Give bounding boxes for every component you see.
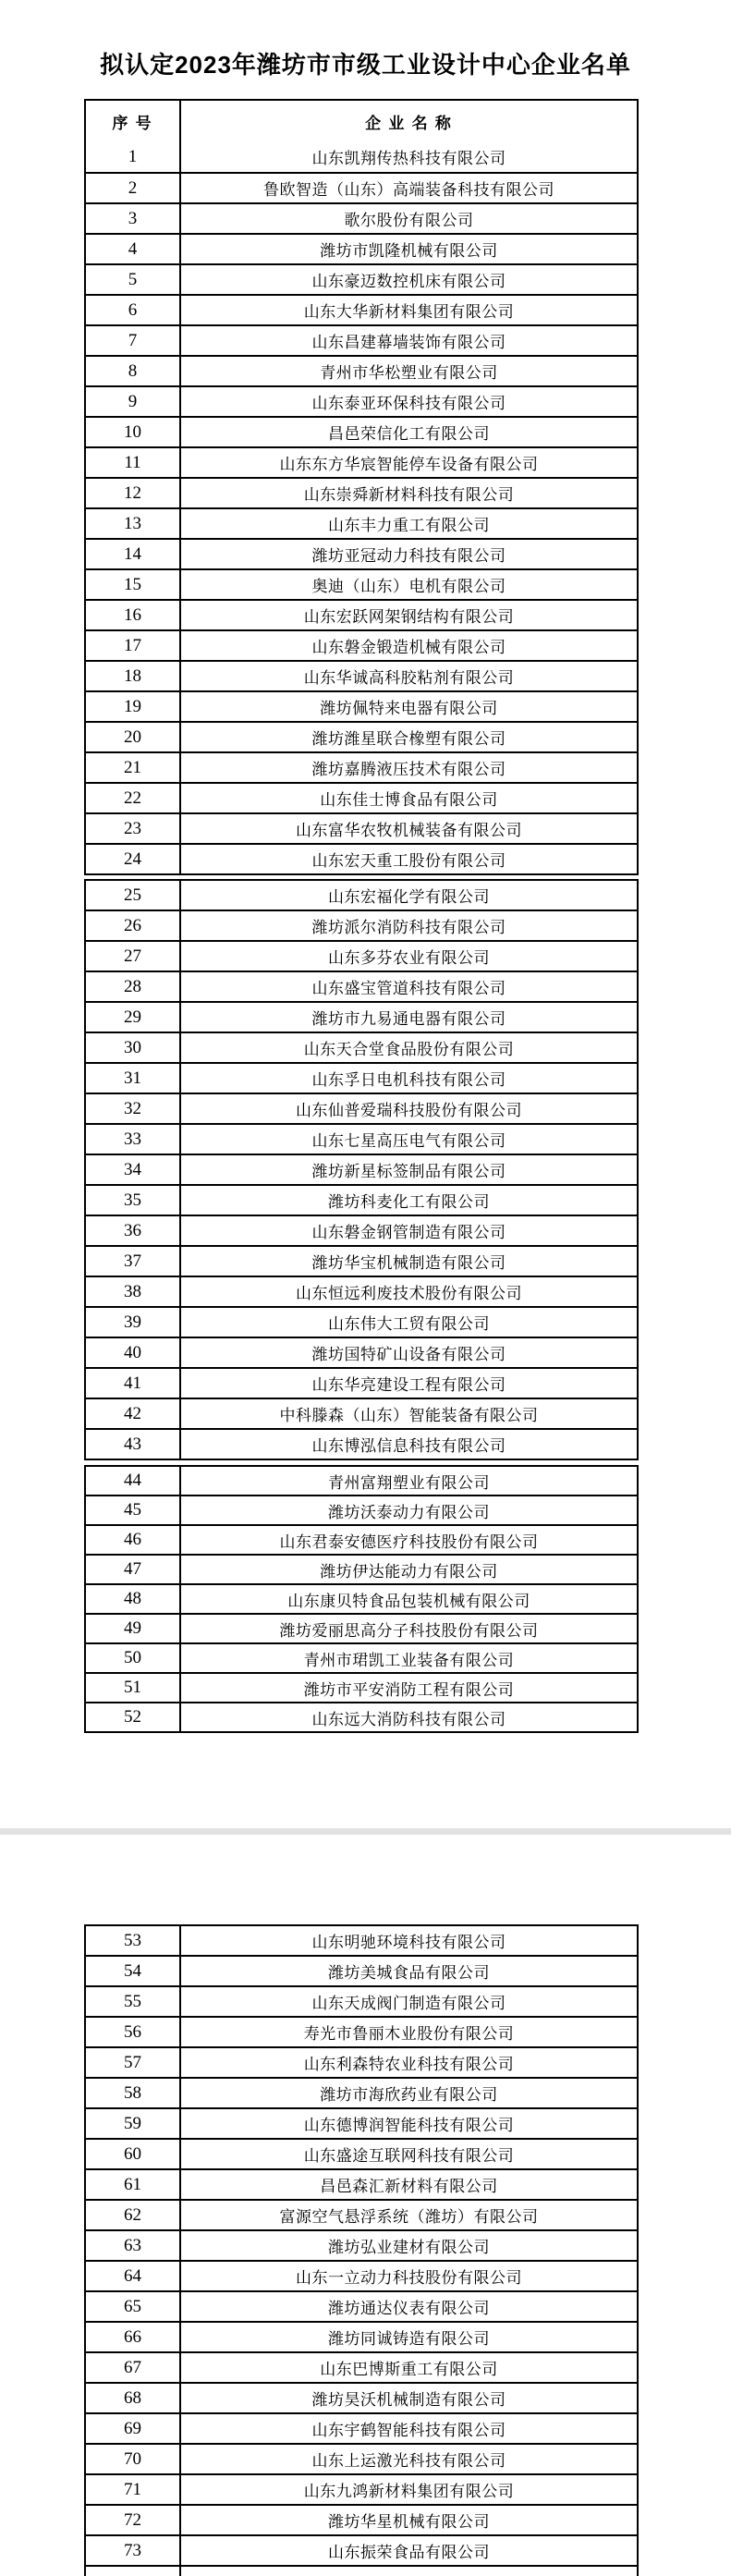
company-name: 潍坊科麦化工有限公司 — [328, 1193, 490, 1211]
table-row — [86, 1337, 637, 1367]
row-index: 23 — [86, 814, 181, 843]
row-index: 47 — [86, 1556, 181, 1583]
company-name: 潍坊同诚铸造有限公司 — [328, 2330, 490, 2348]
row-index: 22 — [86, 784, 181, 812]
row-index: 50 — [86, 1644, 181, 1672]
row-index: 18 — [86, 662, 181, 690]
row-index: 67 — [86, 2353, 181, 2382]
company-name: 富源空气悬浮系统（潍坊）有限公司 — [279, 2208, 539, 2226]
table-row — [86, 2412, 637, 2443]
company-name: 山东华亮建设工程有限公司 — [311, 1376, 506, 1394]
table-row — [86, 1398, 637, 1428]
table-row — [86, 1276, 637, 1306]
table-row — [86, 629, 637, 660]
table-header-row — [86, 101, 637, 141]
table-row — [86, 2351, 637, 2382]
table-body — [86, 881, 637, 1459]
company-name: 山东巴博斯重工有限公司 — [320, 2361, 498, 2378]
row-index: 2 — [86, 174, 181, 202]
company-name: 山东昌建幕墙装饰有限公司 — [311, 334, 506, 351]
table-row — [86, 1955, 637, 1985]
row-index: 38 — [86, 1277, 181, 1306]
row-index: 19 — [86, 692, 181, 721]
table-row — [86, 1926, 637, 1955]
table-row — [86, 690, 637, 721]
row-index: 30 — [86, 1033, 181, 1062]
company-name: 潍坊国特矿山设备有限公司 — [311, 1346, 506, 1363]
company-name: 山东磐金钢管制造有限公司 — [311, 1224, 506, 1241]
table-row — [86, 2443, 637, 2473]
row-index: 68 — [86, 2384, 181, 2412]
table-row — [86, 324, 637, 355]
table-row — [86, 1467, 637, 1495]
company-name: 山东大华新材料集团有限公司 — [303, 303, 515, 321]
row-index: 17 — [86, 631, 181, 660]
table-row — [86, 141, 637, 172]
company-name: 山东振荣食品有限公司 — [328, 2544, 490, 2561]
row-index: 71 — [86, 2475, 181, 2504]
company-name: 山东伟大工贸有限公司 — [328, 1315, 490, 1333]
row-index: 64 — [86, 2262, 181, 2290]
company-name: 潍坊市凯隆机械有限公司 — [320, 242, 498, 260]
company-name: 潍坊亚冠动力科技有限公司 — [311, 547, 506, 565]
company-name: 山东德博润智能科技有限公司 — [303, 2117, 515, 2134]
row-index: 16 — [86, 601, 181, 629]
company-table-segment-3 — [84, 1465, 639, 1733]
company-name: 山东宏跃网架钢结构有限公司 — [303, 608, 515, 626]
row-index: 72 — [86, 2506, 181, 2534]
company-name: 潍坊沃泰动力有限公司 — [328, 1503, 490, 1521]
table-row — [86, 1062, 637, 1093]
table-row — [86, 202, 637, 233]
company-name: 潍坊爱丽思高分子科技股份有限公司 — [279, 1621, 539, 1640]
company-name: 山东孚日电机科技有限公司 — [311, 1071, 506, 1089]
company-name: 潍坊派尔消防科技有限公司 — [311, 919, 506, 936]
table-row — [86, 971, 637, 1001]
table-row — [86, 2229, 637, 2260]
table-row — [86, 2168, 637, 2199]
row-index: 61 — [86, 2170, 181, 2199]
table-row — [86, 1245, 637, 1276]
company-name: 山东利森特农业科技有限公司 — [303, 2056, 515, 2073]
table-row — [86, 910, 637, 940]
row-index: 51 — [86, 1674, 181, 1702]
company-name: 山东明驰环境科技有限公司 — [311, 1934, 506, 1951]
row-index: 52 — [86, 1703, 181, 1731]
table-body — [86, 1926, 637, 2565]
company-name: 山东盛宝管道科技有限公司 — [311, 980, 506, 997]
table-body — [86, 1467, 637, 1731]
table-row — [86, 2260, 637, 2290]
table-row — [86, 1642, 637, 1672]
company-name: 潍坊佩特来电器有限公司 — [320, 700, 498, 717]
table-row — [86, 1001, 637, 1032]
row-index: 7 — [86, 326, 181, 355]
row-index: 26 — [86, 911, 181, 940]
row-index: 21 — [86, 753, 181, 782]
table-row — [86, 1123, 637, 1154]
row-index: 53 — [86, 1926, 181, 1955]
company-name: 昌邑森汇新材料有限公司 — [320, 2178, 498, 2195]
company-name: 潍坊伊达能动力有限公司 — [320, 1562, 498, 1581]
table-row — [86, 1495, 637, 1524]
row-index: 14 — [86, 540, 181, 568]
table-body — [86, 141, 637, 873]
table-row — [86, 446, 637, 477]
page-title: 拟认定2023年潍坊市市级工业设计中心企业名单 — [100, 51, 631, 79]
table-row — [86, 2016, 637, 2046]
company-table-segment-4 — [84, 1924, 639, 2567]
company-name: 潍坊华宝机械制造有限公司 — [311, 1254, 506, 1272]
row-index: 65 — [86, 2292, 181, 2321]
company-name: 山东七星高压电气有限公司 — [311, 1132, 506, 1150]
row-index: 29 — [86, 1003, 181, 1032]
table-row — [86, 843, 637, 873]
row-index: 1 — [86, 141, 181, 172]
table-row — [86, 940, 637, 971]
table-row — [86, 2046, 637, 2077]
table-row — [86, 1154, 637, 1184]
table-row — [86, 751, 637, 782]
row-index: 43 — [86, 1430, 181, 1459]
row-index: 4 — [86, 235, 181, 263]
row-index: 73 — [86, 2536, 181, 2565]
table-row — [86, 507, 637, 538]
table-row — [86, 721, 637, 751]
row-index: 44 — [86, 1467, 181, 1495]
table-row — [86, 1215, 637, 1245]
company-name: 鲁欧智造（山东）高端装备科技有限公司 — [263, 181, 554, 199]
company-name: 山东佳士博食品有限公司 — [320, 791, 498, 809]
row-index: 31 — [86, 1064, 181, 1093]
table-row — [86, 1428, 637, 1459]
row-index: 8 — [86, 357, 181, 385]
row-index: 59 — [86, 2109, 181, 2138]
company-name: 青州市珺凯工业装备有限公司 — [303, 1651, 515, 1669]
row-index: 10 — [86, 418, 181, 446]
company-name: 山东凯翔传热科技有限公司 — [311, 150, 506, 167]
company-name: 山东恒远利废技术股份有限公司 — [296, 1285, 522, 1302]
row-index: 70 — [86, 2445, 181, 2473]
company-name: 潍坊市平安消防工程有限公司 — [303, 1680, 515, 1699]
company-name: 山东华诚高科胶粘剂有限公司 — [303, 669, 515, 687]
row-index: 12 — [86, 479, 181, 507]
header-company-name: 企 业 名 称 — [365, 114, 453, 132]
table-row — [86, 538, 637, 568]
row-index: 39 — [86, 1308, 181, 1337]
table-row — [86, 1184, 637, 1215]
company-name: 昌邑荣信化工有限公司 — [328, 425, 490, 443]
company-name: 山东仙普爱瑞科技股份有限公司 — [296, 1102, 522, 1119]
table-row — [86, 2504, 637, 2534]
page-break-separator — [0, 1828, 731, 1835]
table-row — [86, 294, 637, 324]
row-index: 63 — [86, 2231, 181, 2260]
company-name: 山东康贝特食品包装机械有限公司 — [287, 1592, 530, 1610]
table-row — [86, 2138, 637, 2168]
row-index: 33 — [86, 1125, 181, 1154]
table-row — [86, 355, 637, 385]
company-name: 潍坊新星标签制品有限公司 — [311, 1163, 506, 1180]
company-name: 山东豪迈数控机床有限公司 — [311, 273, 506, 290]
table-row — [86, 477, 637, 507]
header-index: 序 号 — [86, 101, 181, 141]
company-name: 山东磐金锻造机械有限公司 — [311, 639, 506, 656]
row-index: 60 — [86, 2140, 181, 2168]
row-index: 62 — [86, 2201, 181, 2229]
table-row — [86, 2473, 637, 2504]
table-row — [86, 1367, 637, 1398]
company-name: 山东盛途互联网科技有限公司 — [303, 2147, 515, 2165]
row-index: 69 — [86, 2414, 181, 2443]
row-index: 15 — [86, 570, 181, 599]
company-name: 中科滕森（山东）智能装备有限公司 — [279, 1407, 539, 1424]
table-row — [86, 660, 637, 690]
row-index: 55 — [86, 1987, 181, 2016]
table-row — [86, 2382, 637, 2412]
company-name: 山东多芬农业有限公司 — [328, 949, 490, 967]
company-name: 山东远大消防科技有限公司 — [311, 1710, 506, 1728]
table-row — [86, 2534, 637, 2565]
row-index: 45 — [86, 1496, 181, 1524]
row-index: 48 — [86, 1585, 181, 1613]
row-index: 5 — [86, 265, 181, 294]
table-row-partial — [84, 2565, 639, 2576]
company-name: 奥迪（山东）电机有限公司 — [311, 578, 506, 595]
company-name: 山东一立动力科技股份有限公司 — [296, 2269, 522, 2287]
table-row — [86, 1613, 637, 1642]
row-index: 40 — [86, 1338, 181, 1367]
row-index: 58 — [86, 2079, 181, 2107]
table-row — [86, 1554, 637, 1583]
row-index: 11 — [86, 448, 181, 477]
company-name: 青州市华松塑业有限公司 — [320, 364, 498, 382]
company-name: 潍坊昊沃机械制造有限公司 — [311, 2391, 506, 2409]
row-index: 57 — [86, 2048, 181, 2077]
row-index: 25 — [86, 881, 181, 910]
table-row — [86, 1583, 637, 1613]
row-index: 42 — [86, 1399, 181, 1428]
table-row — [86, 1672, 637, 1702]
company-name: 山东九鸿新材料集团有限公司 — [303, 2483, 515, 2500]
row-index: 3 — [86, 204, 181, 233]
company-name: 青州富翔塑业有限公司 — [328, 1473, 490, 1492]
table-row — [86, 416, 637, 446]
company-name: 潍坊美城食品有限公司 — [328, 1964, 490, 1982]
company-name: 山东富华农牧机械装备有限公司 — [296, 822, 522, 839]
row-index: 6 — [86, 296, 181, 324]
company-name: 山东崇舜新材料科技有限公司 — [303, 486, 515, 504]
row-index: 32 — [86, 1094, 181, 1123]
company-name: 山东天成阀门制造有限公司 — [311, 1995, 506, 2012]
company-name: 寿光市鲁丽木业股份有限公司 — [303, 2025, 515, 2043]
company-name: 山东宏福化学有限公司 — [328, 888, 490, 906]
company-name: 山东上运激光科技有限公司 — [311, 2452, 506, 2470]
company-name: 潍坊潍星联合橡塑有限公司 — [311, 730, 506, 748]
column-divider — [179, 2565, 181, 2576]
row-index: 37 — [86, 1247, 181, 1276]
company-name: 潍坊弘业建材有限公司 — [328, 2239, 490, 2256]
company-name: 山东宏天重工股份有限公司 — [311, 852, 506, 870]
row-index: 54 — [86, 1957, 181, 1985]
row-index: 28 — [86, 972, 181, 1001]
table-row — [86, 1093, 637, 1123]
table-row — [86, 881, 637, 910]
company-name: 山东丰力重工有限公司 — [328, 517, 490, 534]
row-index: 34 — [86, 1155, 181, 1184]
company-name: 潍坊华星机械有限公司 — [328, 2513, 490, 2531]
table-row — [86, 1524, 637, 1554]
table-row — [86, 568, 637, 599]
table-row — [86, 1306, 637, 1337]
company-table-segment-2 — [84, 879, 639, 1460]
company-name: 潍坊市九易通电器有限公司 — [311, 1010, 506, 1028]
table-row — [86, 385, 637, 416]
table-row — [86, 1032, 637, 1062]
table-row — [86, 599, 637, 629]
row-index: 36 — [86, 1216, 181, 1245]
company-name: 山东东方华宸智能停车设备有限公司 — [279, 456, 539, 473]
row-index: 41 — [86, 1369, 181, 1398]
company-name: 山东博泓信息科技有限公司 — [311, 1437, 506, 1455]
row-index: 13 — [86, 509, 181, 538]
table-row — [86, 233, 637, 263]
row-index: 9 — [86, 387, 181, 416]
company-name: 山东天合堂食品股份有限公司 — [303, 1041, 515, 1058]
row-index: 46 — [86, 1526, 181, 1554]
company-name: 歌尔股份有限公司 — [344, 212, 474, 229]
row-index: 49 — [86, 1615, 181, 1642]
table-row — [86, 2077, 637, 2107]
table-row — [86, 782, 637, 812]
company-name: 潍坊通达仪表有限公司 — [328, 2300, 490, 2317]
company-name: 山东宇鹤智能科技有限公司 — [311, 2422, 506, 2439]
row-index: 20 — [86, 723, 181, 751]
table-row — [86, 172, 637, 202]
company-table-segment-1 — [84, 99, 639, 875]
table-row — [86, 2107, 637, 2138]
table-row — [86, 2321, 637, 2351]
table-row — [86, 812, 637, 843]
company-name: 山东君泰安德医疗科技股份有限公司 — [279, 1532, 539, 1551]
row-index: 66 — [86, 2323, 181, 2351]
table-row — [86, 1702, 637, 1731]
table-row — [86, 1985, 637, 2016]
row-index: 24 — [86, 845, 181, 873]
row-index: 27 — [86, 942, 181, 971]
company-name: 山东泰亚环保科技有限公司 — [311, 395, 506, 412]
company-name: 潍坊市海欣药业有限公司 — [320, 2086, 498, 2104]
company-name: 潍坊嘉腾液压技术有限公司 — [311, 761, 506, 778]
table-row — [86, 2199, 637, 2229]
table-row — [86, 2290, 637, 2321]
row-index: 35 — [86, 1186, 181, 1215]
row-index: 56 — [86, 2018, 181, 2046]
table-row — [86, 263, 637, 294]
